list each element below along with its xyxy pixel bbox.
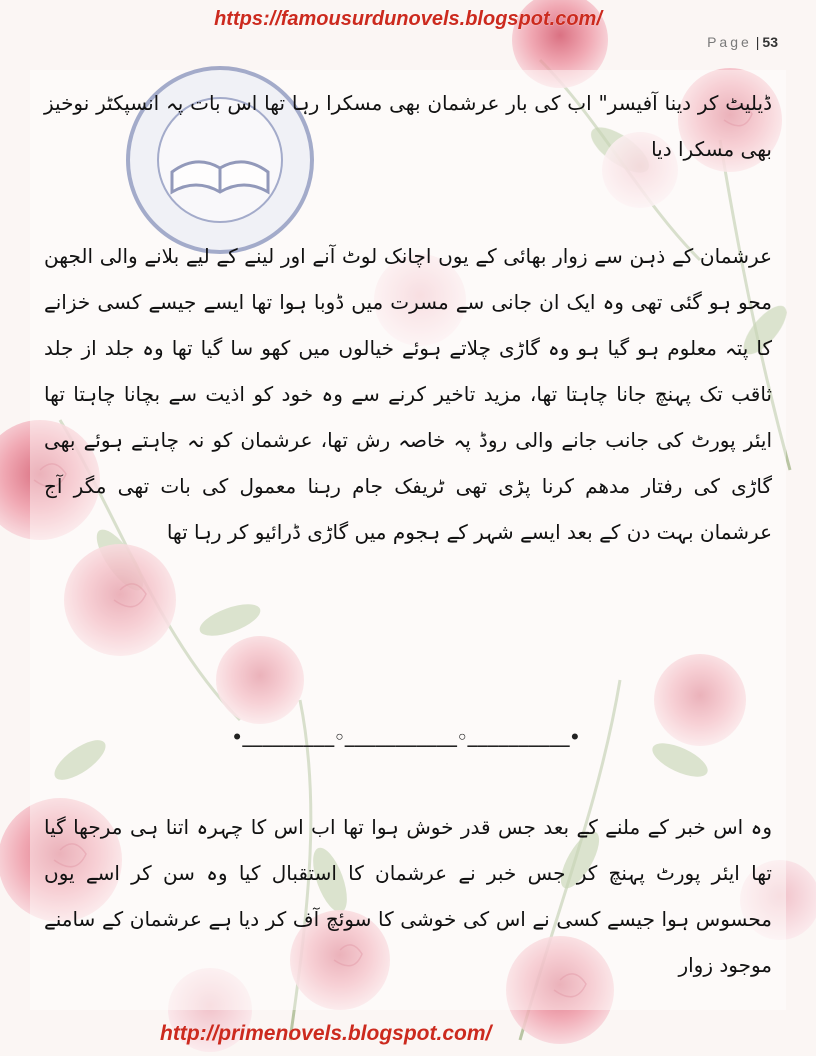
page-separator: | [755, 34, 760, 50]
paragraph-2: عرشمان کے ذہن سے زوار بھائی کے یوں اچانک لوٹ آنے اور لینے کے لیے بلانے والی الجھن محو ہو گئی تھی وہ ایک ان جانی سے مسرت میں ڈوبا ہوا تھا ایسے جیسے کسی خزانے کا پتہ معلوم ہو گیا ہو وہ گاڑی چلاتے ہوئے خیالوں میں کھو سا گیا تھا وہ جلد از جلد ثاقب تک پہنچ جانا چاہتا تھا، مزید تاخیر کرنے سے وہ خود کو اذیت سے بچانا چاہتا تھا ایئر پورٹ کی جانب جانے والی روڈ پہ خاصہ رش تھا، عرشمان کو نہ چاہتے ہوئے بھی گاڑی کی رفتار مدھم کرنا پڑی تھی ٹریفک جام رہنا معمول کی بات تھی مگر آج عرشمان بہت دن کے بعد ایسے شہر کے ہجوم میں گاڑی ڈرائیو کر رہا تھا [44, 244, 772, 544]
section-separator: •_________◦___________◦__________• [232, 728, 580, 748]
paragraph-3: وہ اس خبر کے ملنے کے بعد جس قدر خوش ہوا تھا اب اس کا چہرہ اتنا ہی مرجھا گیا تھا ایئر پورٹ پہنچ کر جس خبر نے عرشمان کا استقبال کیا وہ سن کر اسے یوں محسوس ہوا جیسے کسی نے اس کی خوشی کا سوئچ آف کر دیا ہے عرشمان کے سامنے موجود زوار [44, 815, 772, 977]
paragraph-1: ڈیلیٹ کر دینا آفیسر" اب کی بار عرشمان بھی مسکرا رہا تھا اس بات پہ انسپکٹر نوخیز بھی مسکرا دیا [44, 91, 772, 161]
page-number: 53 [762, 34, 778, 50]
page-label: Page [707, 34, 752, 50]
footer-site-url[interactable]: http://primenovels.blogspot.com/ [160, 1022, 492, 1045]
header-site-url[interactable]: https://famousurdunovels.blogspot.com/ [214, 8, 602, 30]
page-number-indicator [707, 34, 778, 50]
